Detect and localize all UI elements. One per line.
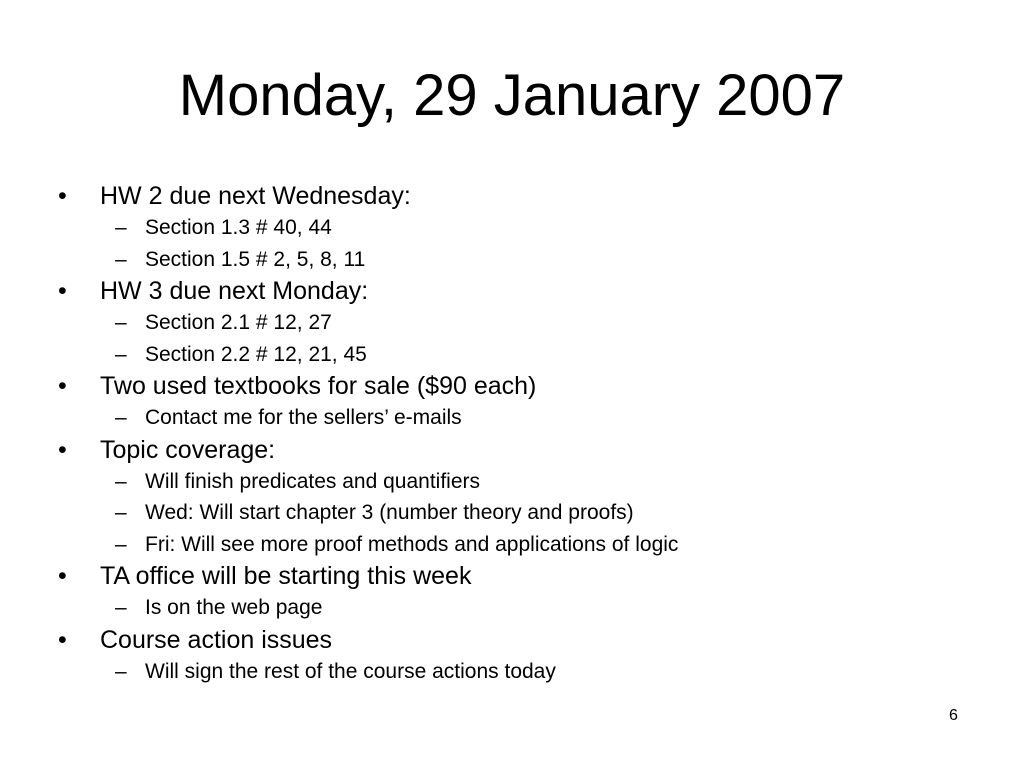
sub-text: Will finish predicates and quantifiers [145, 469, 480, 493]
sub-marker: – [115, 532, 127, 556]
page-number: 6 [949, 707, 958, 724]
sub-item [0, 656, 1024, 688]
sub-text: Is on the web page [145, 596, 323, 619]
bullet-item [0, 180, 1024, 212]
bullet-marker: • [58, 562, 67, 590]
bullet-marker: • [58, 182, 67, 210]
sub-marker: – [115, 469, 127, 493]
sub-item [0, 307, 1024, 339]
sub-text: Section 1.3 # 40, 44 [145, 216, 332, 239]
sub-marker: – [115, 247, 127, 271]
sub-text: Section 2.1 # 12, 27 [145, 311, 332, 334]
bullet-text: HW 2 due next Wednesday: [100, 182, 411, 210]
sub-item [0, 529, 1024, 561]
bullet-marker: • [58, 372, 67, 400]
sub-text: Fri: Will see more proof methods and applications of logic [145, 532, 679, 556]
sub-marker: – [115, 596, 127, 619]
bullet-text: HW 3 due next Monday: [100, 277, 369, 305]
sub-item [0, 244, 1024, 276]
bullet-item [0, 370, 1024, 402]
bullet-text: Course action issues [100, 625, 333, 654]
bullet-text: Two used textbooks for sale ($90 each) [100, 372, 537, 400]
bullet-text: TA office will be starting this week [100, 562, 472, 590]
sub-text: Section 2.2 # 12, 21, 45 [145, 342, 367, 366]
sub-marker: – [115, 659, 127, 683]
bullet-marker: • [58, 625, 67, 654]
sub-item [0, 497, 1024, 529]
sub-item [0, 466, 1024, 498]
bullet-item [0, 434, 1024, 466]
sub-text: Wed: Will start chapter 3 (number theory and proofs) [145, 501, 634, 524]
bullet-item [0, 275, 1024, 307]
sub-marker: – [115, 501, 127, 524]
bullet-item [0, 560, 1024, 592]
bullet-marker: • [58, 277, 67, 305]
sub-marker: – [115, 216, 127, 239]
slide-title: Monday, 29 January 2007 [178, 63, 846, 128]
bullet-item [0, 624, 1024, 656]
sub-marker: – [115, 342, 127, 366]
bullet-text: Topic coverage: [100, 435, 276, 464]
sub-text: Will sign the rest of the course actions today [145, 659, 556, 683]
sub-item [0, 212, 1024, 244]
sub-item [0, 339, 1024, 371]
sub-item [0, 402, 1024, 434]
bullet-list [0, 180, 1024, 687]
sub-text: Contact me for the sellers’ e-mails [145, 406, 462, 429]
sub-marker: – [115, 406, 127, 429]
sub-marker: – [115, 311, 127, 334]
sub-text: Section 1.5 # 2, 5, 8, 11 [145, 247, 366, 271]
bullet-marker: • [58, 435, 67, 464]
sub-item [0, 592, 1024, 624]
